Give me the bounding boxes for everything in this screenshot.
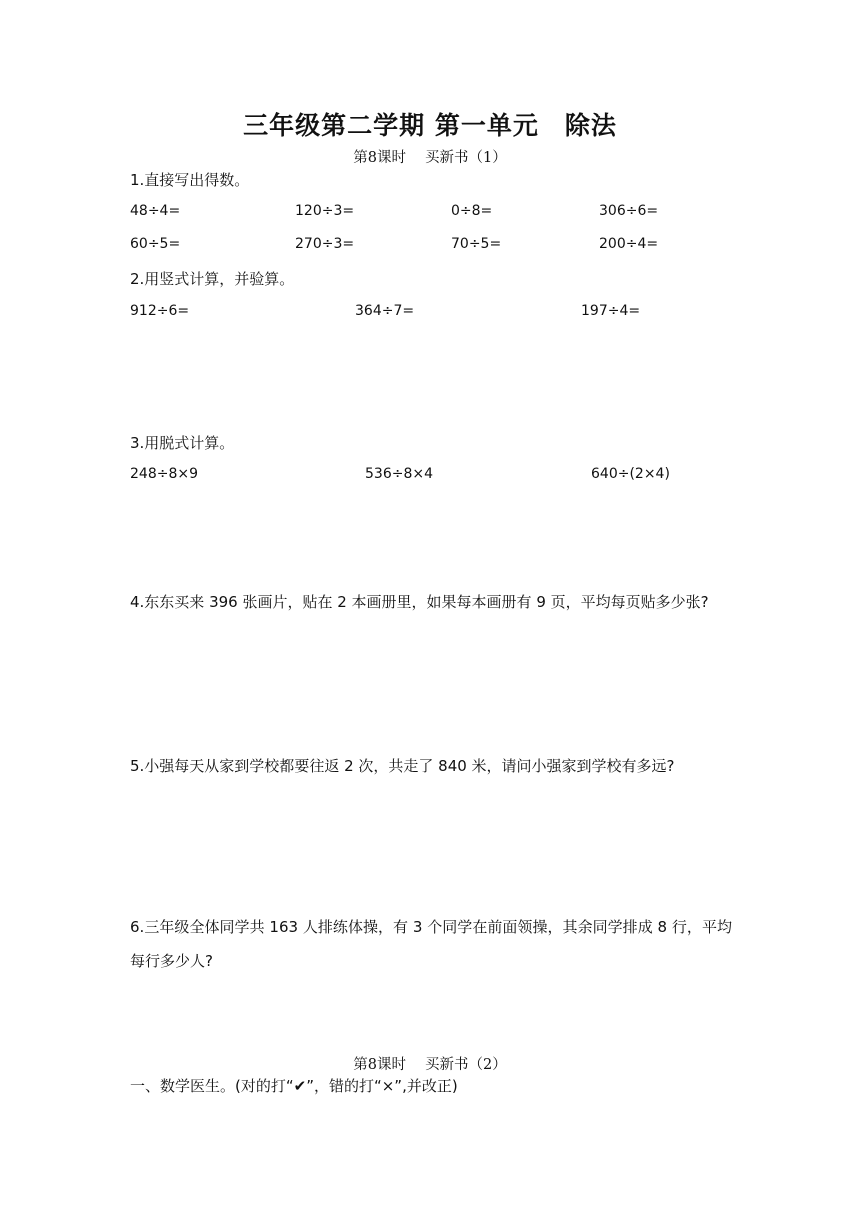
q1-item: 60÷5= (130, 236, 181, 252)
q2-heading: 2.用竖式计算，并验算。 (130, 270, 295, 288)
q1-item: 270÷3= (295, 236, 355, 252)
section1-heading: 一、数学医生。(对的打“✔”，错的打“×”,并改正) (130, 1077, 458, 1095)
q3-item: 536÷8×4 (365, 466, 433, 482)
q3-item: 248÷8×9 (130, 466, 198, 482)
q3-item: 640÷(2×4) (591, 466, 670, 482)
q1-item: 70÷5= (451, 236, 502, 252)
q1-item: 306÷6= (599, 203, 659, 219)
q1-item: 48÷4= (130, 203, 181, 219)
q2-item: 912÷6= (130, 303, 190, 319)
q1-item: 0÷8= (451, 203, 493, 219)
q6-text: 6.三年级全体同学共 163 人排练体操，有 3 个同学在前面领操，其余同学排成 8 行，平均每行多少人? (130, 918, 732, 970)
q2-item: 364÷7= (355, 303, 415, 319)
q5-text: 5.小强每天从家到学校都要往返 2 次，共走了 840 米，请问小强家到学校有多远? (130, 757, 675, 775)
q4-text: 4.东东买来 396 张画片，贴在 2 本画册里，如果每本画册有 9 页，平均每页贴多少张? (130, 593, 709, 611)
lesson1-subtitle: 第8课时 买新书（1） (353, 150, 507, 166)
lesson2-subtitle: 第8课时 买新书（2） (353, 1057, 507, 1073)
q1-item: 200÷4= (599, 236, 659, 252)
page-title: 三年级第二学期 第一单元 除法 (243, 111, 617, 140)
q1-heading: 1.直接写出得数。 (130, 171, 250, 189)
q1-item: 120÷3= (295, 203, 355, 219)
q2-item: 197÷4= (581, 303, 641, 319)
q3-heading: 3.用脱式计算。 (130, 434, 235, 452)
